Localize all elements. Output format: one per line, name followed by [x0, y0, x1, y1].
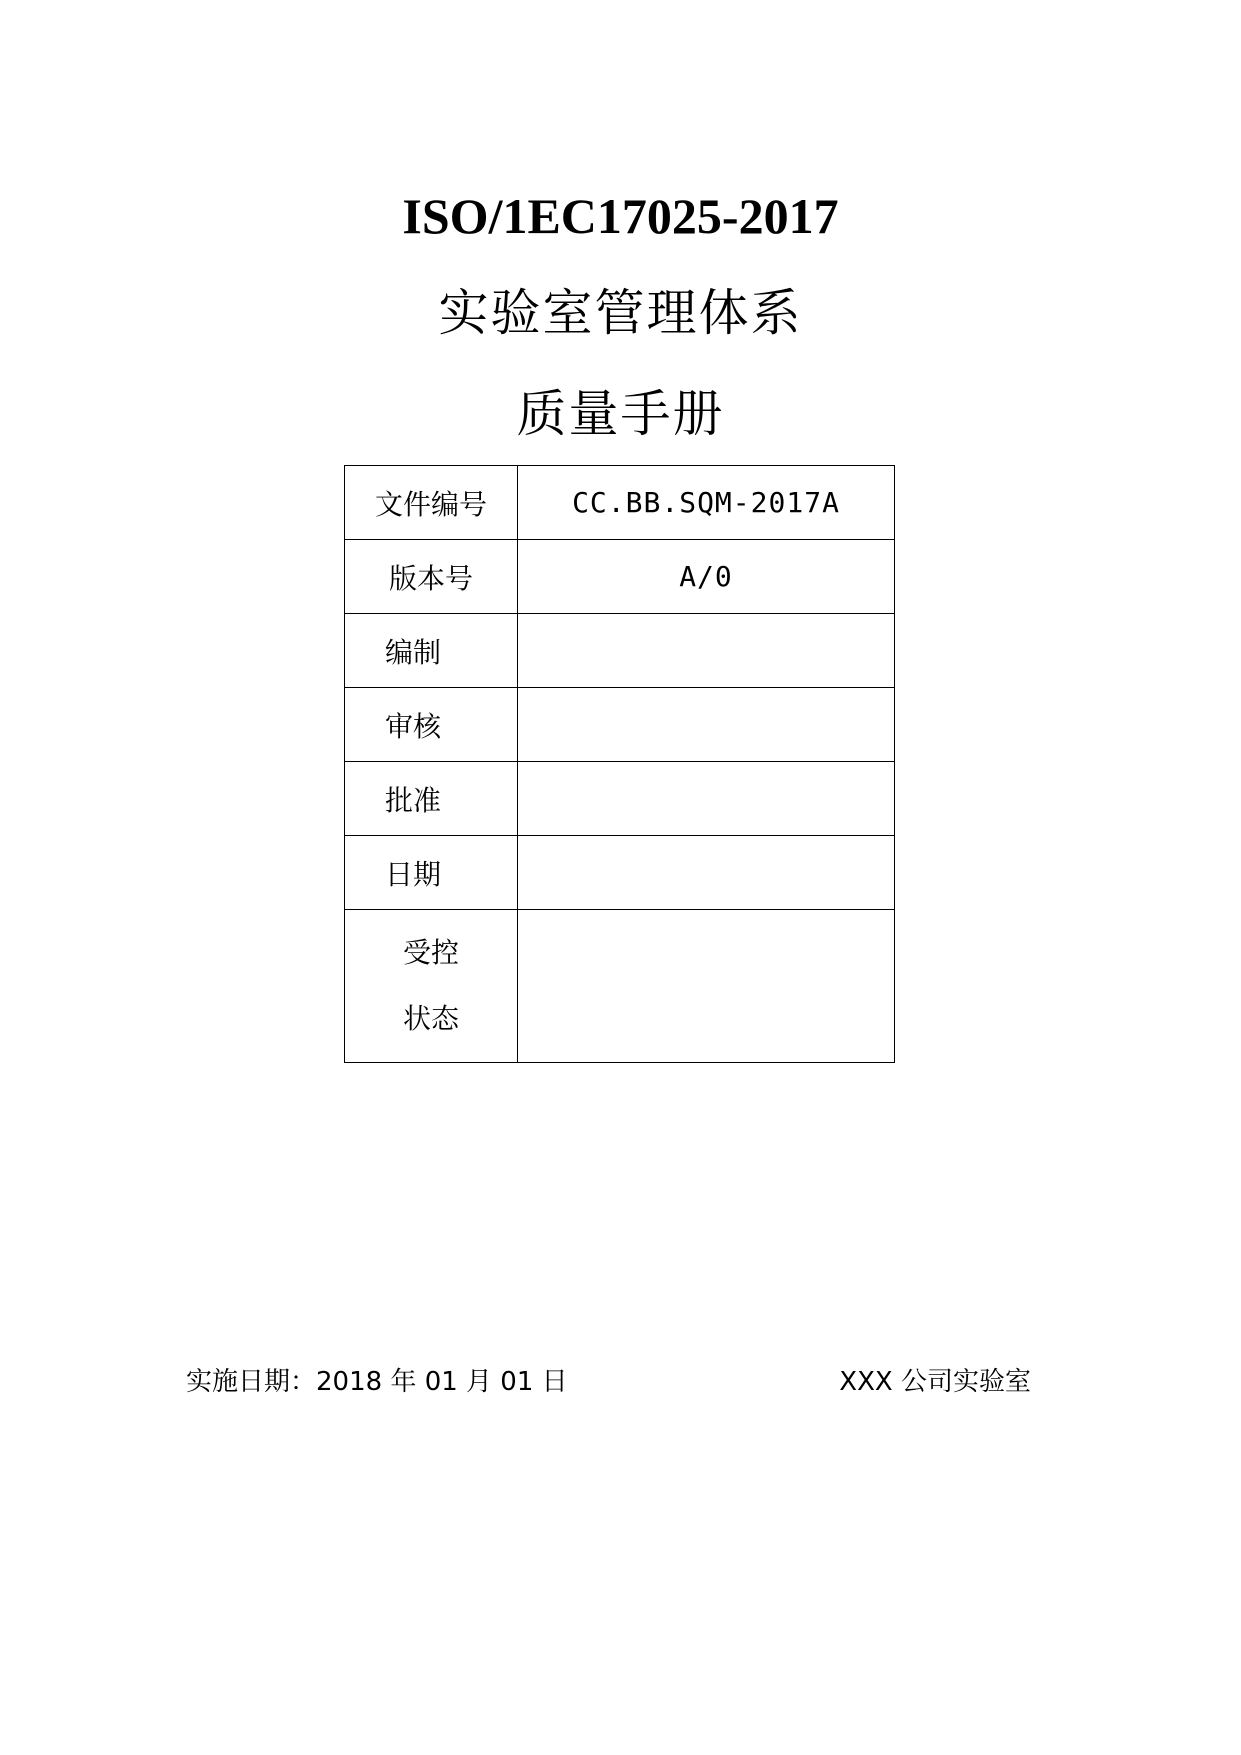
- table-row: [345, 540, 895, 614]
- table-row: [345, 614, 895, 688]
- table-row: [345, 762, 895, 836]
- version-label: 版本号: [345, 540, 518, 614]
- prepared-by-label: 编制: [345, 614, 518, 688]
- organization-name: XXX 公司实验室: [839, 1367, 1031, 1397]
- table-row: [345, 836, 895, 910]
- approved-by-label: 批准: [345, 762, 518, 836]
- table-row: [345, 688, 895, 762]
- date-value: [518, 836, 895, 910]
- implementation-date: 实施日期：2018 年 01 月 01 日: [186, 1367, 568, 1397]
- document-title: 质量手册: [516, 385, 725, 443]
- table-row: [345, 910, 895, 1063]
- document-info-table: [344, 465, 895, 1063]
- control-status-label-line2: 状态: [402, 1002, 459, 1035]
- control-status-value: [518, 910, 895, 1063]
- control-status-label: [345, 910, 518, 1063]
- file-number-value: CC.BB.SQM-2017A: [518, 466, 895, 540]
- reviewed-by-value: [518, 688, 895, 762]
- version-value: A/0: [518, 540, 895, 614]
- date-label: 日期: [345, 836, 518, 910]
- reviewed-by-label: 审核: [345, 688, 518, 762]
- prepared-by-value: [518, 614, 895, 688]
- file-number-label: 文件编号: [345, 466, 518, 540]
- control-status-label-line1: 受控: [402, 936, 459, 969]
- approved-by-value: [518, 762, 895, 836]
- standard-title: ISO/1EC17025-2017: [402, 188, 839, 244]
- table-row: [345, 466, 895, 540]
- system-title: 实验室管理体系: [438, 284, 803, 342]
